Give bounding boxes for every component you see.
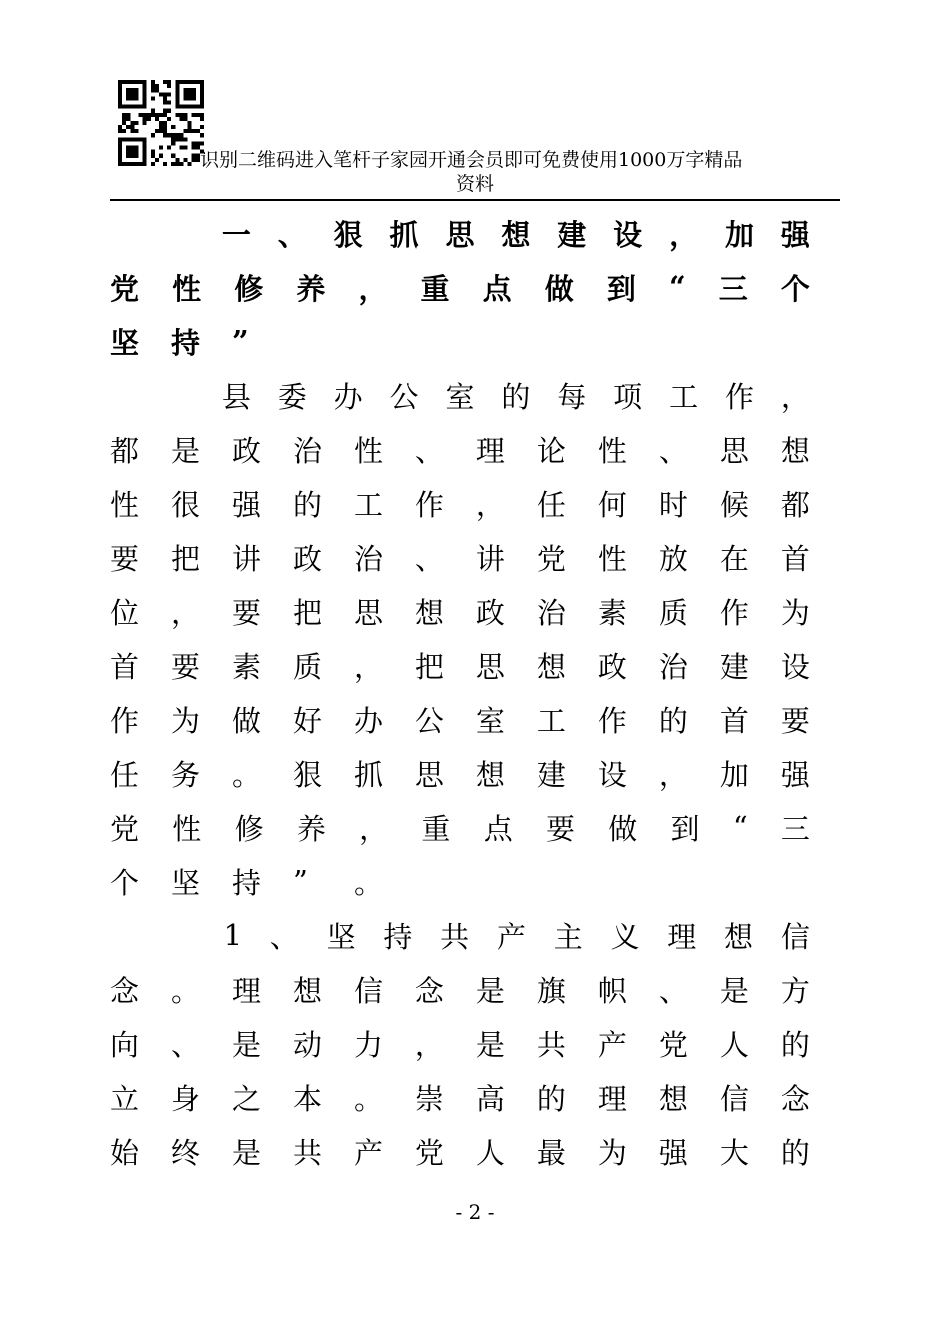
header-promo-line1: 识别二维码进入笔杆子家园开通会员即可免费使用1000万字精品 bbox=[200, 149, 743, 171]
text-line: 一 、 狠 抓 思 想 建 设 ， 加 强 bbox=[221, 217, 810, 252]
page-number: - 2 - bbox=[455, 1200, 495, 1224]
text-line: 要 把 讲 政 治 、 讲 党 性 放 在 首 bbox=[110, 541, 810, 576]
text-line: 党 性 修 养 ， 重 点 做 到 “ 三 个 bbox=[110, 270, 810, 306]
text-line: 向 、 是 动 力 ， 是 共 产 党 人 的 bbox=[110, 1027, 810, 1062]
text-line: 县 委 办 公 室 的 每 项 工 作 ， bbox=[221, 379, 810, 414]
text-line: 坚 持 ” bbox=[110, 324, 249, 360]
text-line: 立 身 之 本 。 崇 高 的 理 想 信 念 bbox=[110, 1081, 810, 1116]
text-line: 首 要 素 质 ， 把 思 想 政 治 建 设 bbox=[110, 649, 810, 684]
document-body bbox=[110, 206, 810, 1178]
header-promo-line2: 资料 bbox=[455, 173, 494, 195]
text-line: 1 、 坚 持 共 产 主 义 理 想 信 bbox=[223, 918, 810, 954]
text-line: 位 ， 要 把 思 想 政 治 素 质 作 为 bbox=[110, 595, 810, 630]
text-line: 党 性 修 养 ， 重 点 要 做 到 “ 三 bbox=[110, 810, 810, 846]
text-line: 念 。 理 想 信 念 是 旗 帜 、 是 方 bbox=[110, 973, 810, 1008]
text-line: 都 是 政 治 性 、 理 论 性 、 思 想 bbox=[110, 433, 810, 468]
text-line: 任 务 。 狠 抓 思 想 建 设 ， 加 强 bbox=[110, 757, 810, 792]
text-line: 个 坚 持 ” 。 bbox=[110, 864, 384, 900]
text-line: 作 为 做 好 办 公 室 工 作 的 首 要 bbox=[110, 703, 810, 738]
text-line: 性 很 强 的 工 作 ， 任 何 时 候 都 bbox=[110, 487, 810, 522]
qr-code-icon bbox=[118, 80, 204, 166]
text-line: 始 终 是 共 产 党 人 最 为 强 大 的 bbox=[110, 1135, 810, 1170]
header-divider bbox=[110, 199, 840, 201]
